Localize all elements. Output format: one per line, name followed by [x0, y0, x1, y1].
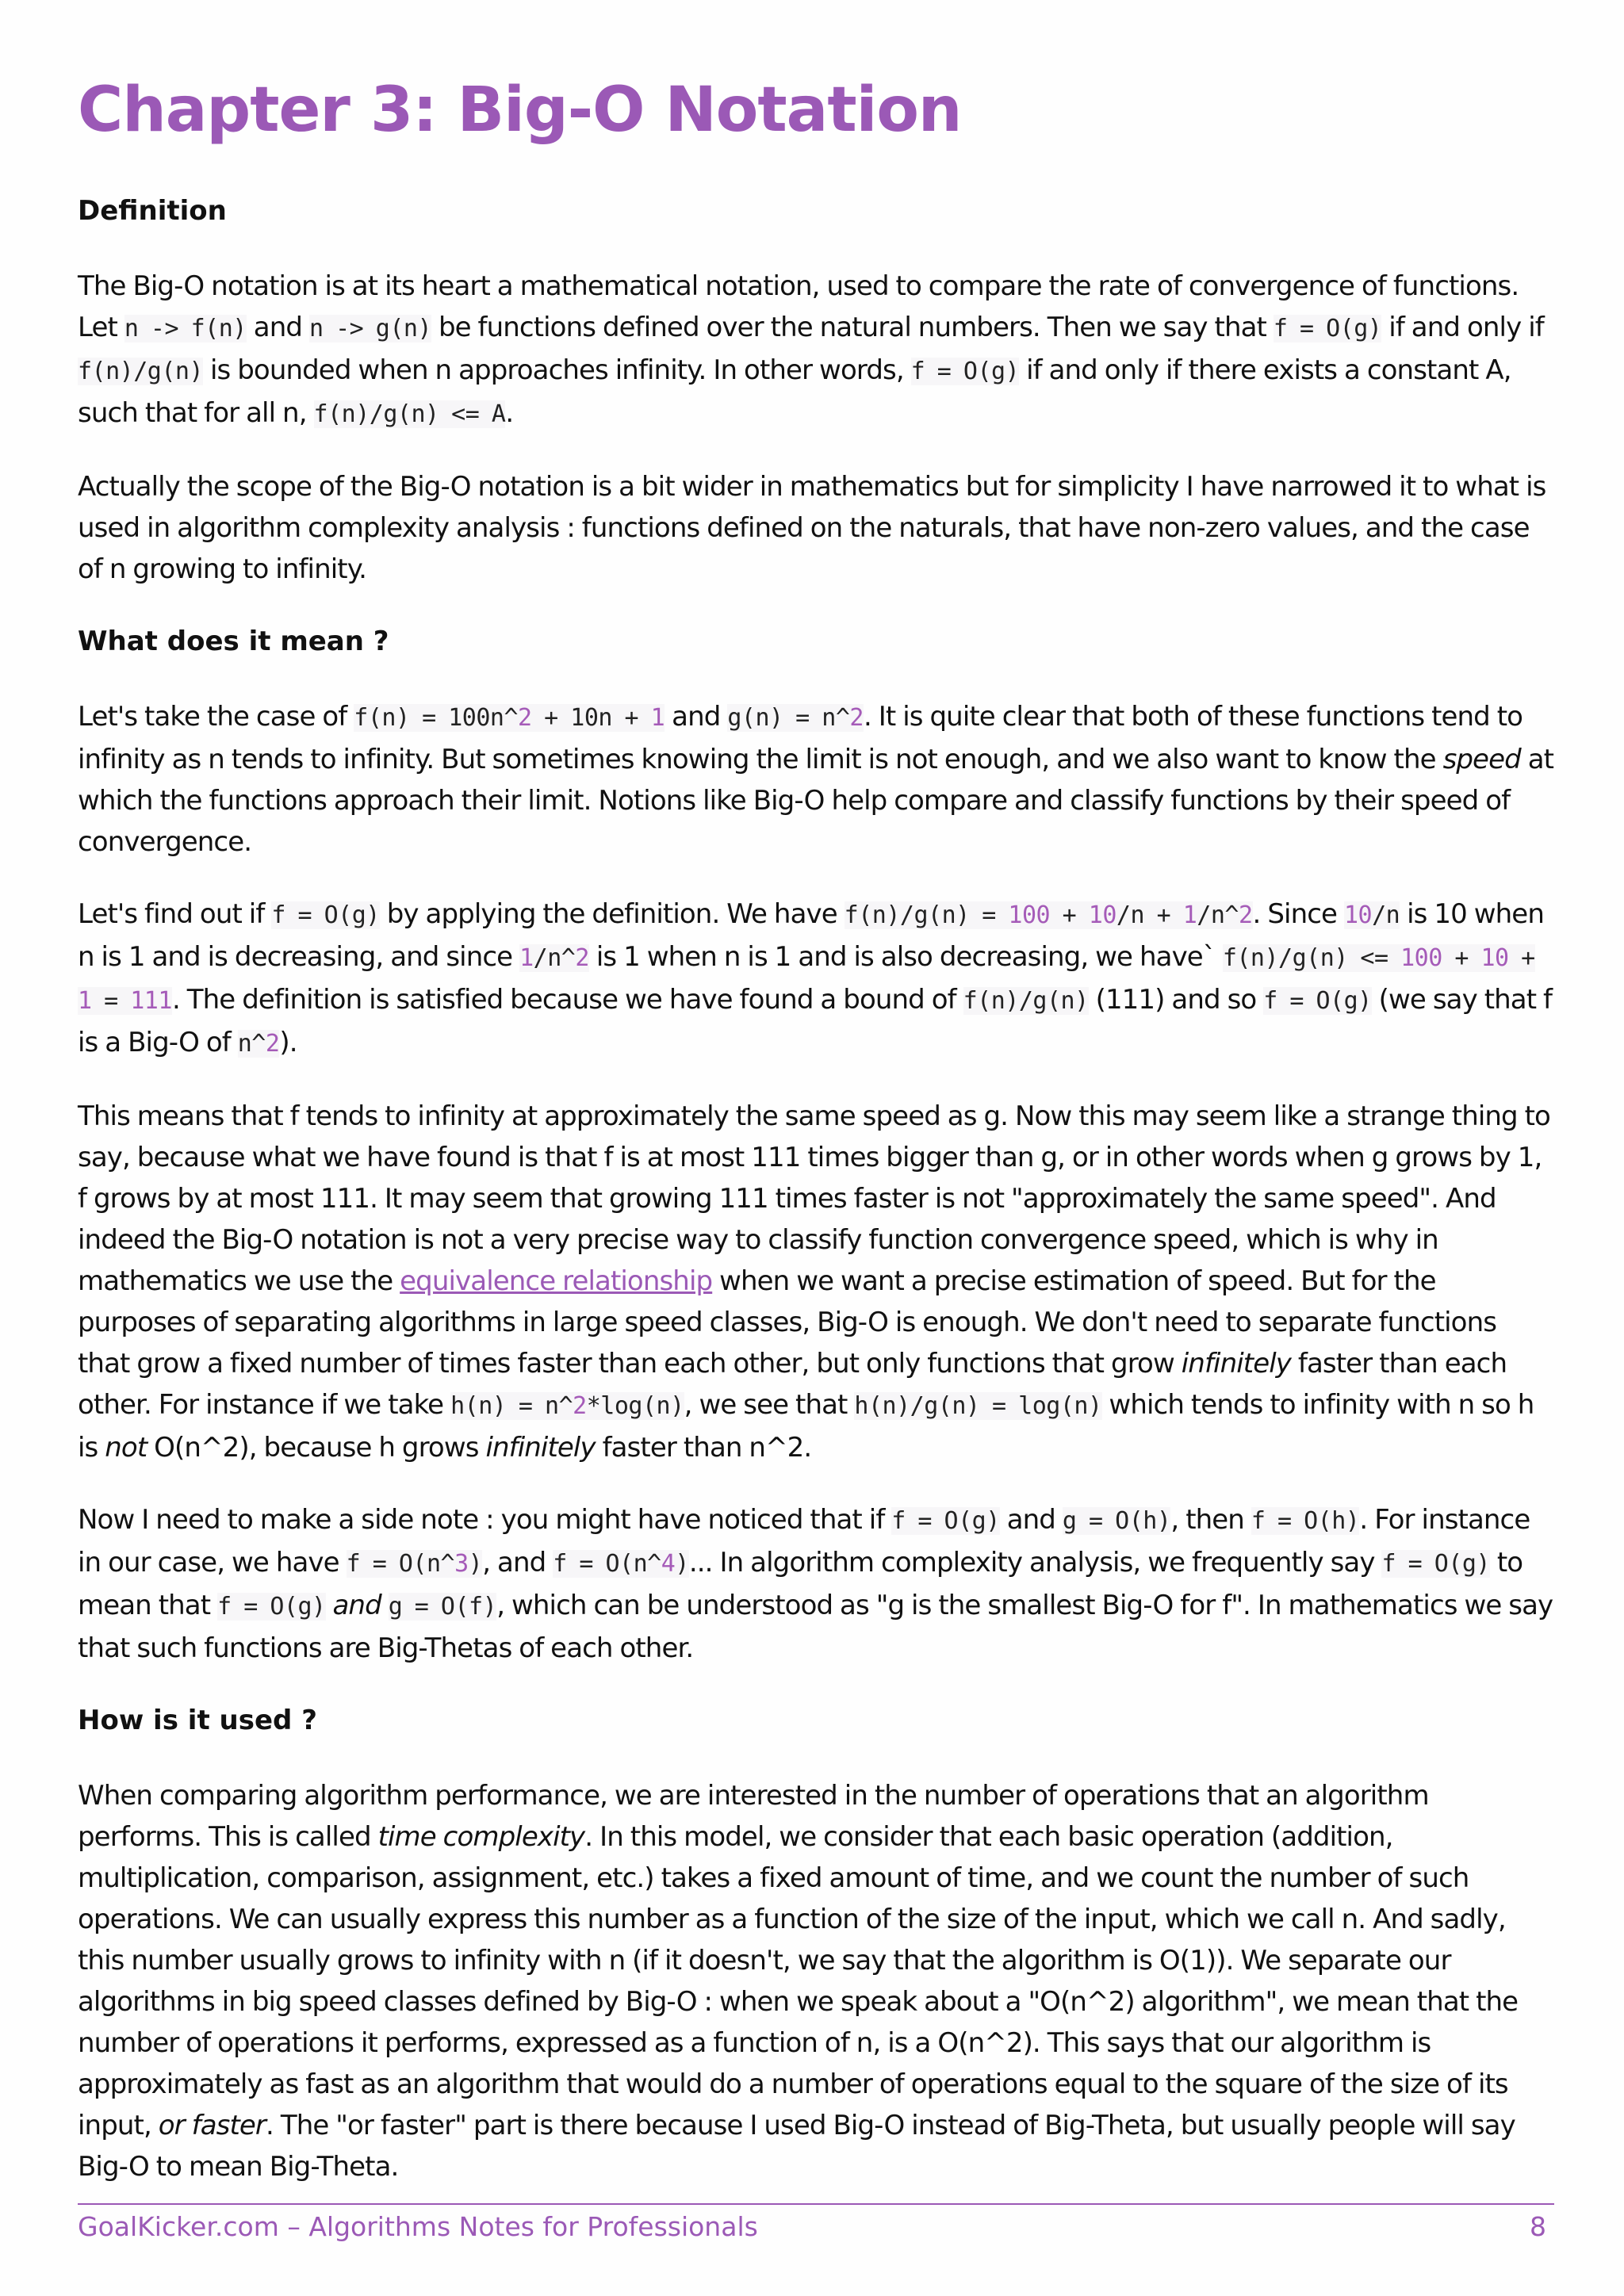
- emphasis: and: [325, 1590, 389, 1621]
- text: (111) and so: [1088, 984, 1264, 1016]
- code-part: +: [1442, 944, 1481, 972]
- code-part: h(n) = n^: [450, 1392, 573, 1420]
- text: . The definition is satisfied because we have found a bound of: [171, 984, 963, 1016]
- footer-divider: [78, 2203, 1554, 2205]
- text: to mean that: [78, 1547, 1523, 1621]
- text: faster than n^2.: [595, 1432, 812, 1464]
- text: by applying the definition. We have: [379, 898, 845, 930]
- text: and: [246, 312, 309, 343]
- paragraph-interpretation: [78, 1096, 1554, 1468]
- emphasis: time complexity: [377, 1821, 585, 1853]
- code-number: 2: [518, 704, 532, 732]
- text: is bounded when n approaches infinity. In other words,: [203, 354, 911, 386]
- text: be functions defined over the natural numbers. Then we say that: [431, 312, 1274, 343]
- emphasis: not: [105, 1432, 147, 1464]
- code-part: *log(n): [586, 1392, 684, 1420]
- code-part: /n +: [1116, 901, 1183, 929]
- code-number: 2: [265, 1030, 280, 1058]
- inline-code: f(n)/g(n): [78, 358, 204, 385]
- code-part: ): [468, 1550, 483, 1578]
- text: (we say that f is a Big-O of: [78, 984, 1553, 1058]
- inline-code: f = O(g): [1273, 315, 1382, 342]
- inline-code: [727, 704, 864, 732]
- text: Now I need to make a side note : you might have noticed that if: [78, 1504, 892, 1536]
- equivalence-relationship-link[interactable]: equivalence relationship: [400, 1265, 713, 1297]
- paragraph-time-complexity: [78, 1775, 1554, 2187]
- inline-code: g = O(h): [1062, 1507, 1171, 1535]
- code-part: f(n)/g(n) <=: [1222, 944, 1401, 972]
- inline-code: [1344, 901, 1400, 929]
- code-number: 2: [575, 944, 589, 972]
- code-number: 10: [1480, 944, 1509, 972]
- inline-code: f = O(h): [1251, 1507, 1360, 1535]
- text: and: [665, 701, 728, 733]
- text: if and only if there exists a constant A, such that for all n,: [78, 354, 1511, 429]
- page-content: [78, 67, 1554, 2218]
- text: The Big-O notation is at its heart a mathematical notation, used to compare the rate of convergence of functions. Let: [78, 270, 1519, 343]
- heading-definition: Definition: [78, 195, 227, 227]
- inline-code: f(n)/g(n): [963, 987, 1089, 1015]
- code-number: 2: [849, 704, 864, 732]
- code-part: +: [1508, 944, 1535, 972]
- code-part: /n^: [533, 944, 576, 972]
- inline-code: [238, 1030, 280, 1058]
- code-part: n^: [237, 1030, 266, 1058]
- text: . For instance in our case, we have: [78, 1504, 1530, 1578]
- text: When comparing algorithm performance, we are interested in the number of operations that an algorithm performs. This is called: [78, 1780, 1429, 1853]
- paragraph-side-note: [78, 1499, 1554, 1669]
- text: is 10 when n is 1 and is decreasing, and since: [78, 898, 1544, 973]
- emphasis: infinitely: [485, 1432, 596, 1464]
- code-part: f = O(n^: [346, 1550, 455, 1578]
- inline-code: h(n)/g(n) = log(n): [854, 1392, 1102, 1420]
- emphasis: speed: [1442, 744, 1521, 775]
- text: which tends to infinity with n so h is: [78, 1389, 1534, 1464]
- text: ).: [279, 1027, 297, 1058]
- text: , then: [1170, 1504, 1251, 1536]
- text: faster than each other. For instance if we take: [78, 1348, 1507, 1421]
- inline-code: f(n)/g(n) <= A: [313, 400, 506, 428]
- paragraph-scope: Actually the scope of the Big-O notation is a bit wider in mathematics but for simplicity I have narrowed it to what is used in algorithm complexity analysis : functions defined on the naturals, that have non-zero values, and the case of n growing to infinity.: [78, 471, 1546, 585]
- code-number: 1: [78, 987, 92, 1015]
- text: . Since: [1252, 898, 1344, 930]
- inline-code: f = O(g): [1263, 987, 1372, 1015]
- inline-code: [845, 901, 1253, 929]
- page-number: 8: [1530, 2211, 1546, 2242]
- code-part: g(n) = n^: [727, 704, 850, 732]
- code-number: 2: [573, 1392, 587, 1420]
- code-number: 100: [1008, 901, 1051, 929]
- inline-code: f = O(g): [217, 1593, 326, 1621]
- code-part: =: [91, 987, 131, 1015]
- text: Let's take the case of: [78, 701, 354, 733]
- text: , which can be understood as "g is the smallest Big-O for f". In mathematics we say that such functions are Big-Thetas of each other.: [78, 1590, 1553, 1664]
- code-number: 10: [1343, 901, 1373, 929]
- inline-code: n -> g(n): [308, 315, 432, 342]
- text: is 1 when n is 1 and is also decreasing, we have`: [588, 941, 1223, 973]
- text: , and: [482, 1547, 553, 1578]
- inline-code: [553, 1550, 689, 1578]
- emphasis: or faster: [158, 2110, 266, 2141]
- footer-source: GoalKicker.com – Algorithms Notes for Professionals: [78, 2211, 758, 2242]
- text: . The "or faster" part is there because I used Big-O instead of Big-Theta, but usually people will say Big-O to mean Big-Theta.: [78, 2110, 1515, 2183]
- code-number: 10: [1088, 901, 1116, 929]
- code-number: 111: [130, 987, 172, 1015]
- code-number: 1: [519, 944, 534, 972]
- text: . In this model, we consider that each basic operation (addition, multiplication, comparison, assignment, etc.) takes a fixed amount of time, and we count the number of such operations. We can usually express this number as a function of the size of the input, which we call n. And sadly, this number usually grows to infinity with n (if it doesn't, we say that the algorithm is O(1)). We separate our algorithms in big speed classes defined by Big-O : when we speak about a "O(n^2) algorithm", we mean that the number of operations it performs, expressed as a function of n, is a O(n^2). This says that our algorithm is approximately as fast as an algorithm that would do a number of operations equal to the square of the size of its input,: [78, 1821, 1519, 2141]
- paragraph-definition: [78, 266, 1554, 435]
- emphasis: infinitely: [1181, 1348, 1291, 1380]
- code-number: 3: [454, 1550, 469, 1578]
- inline-code: [347, 1550, 483, 1578]
- inline-code: f = O(g): [891, 1507, 1000, 1535]
- code-number: 4: [661, 1550, 676, 1578]
- code-part: ): [675, 1550, 689, 1578]
- heading-meaning: What does it mean ?: [78, 626, 389, 657]
- chapter-title: Chapter 3: Big-O Notation: [78, 75, 962, 146]
- text: at which the functions approach their limit. Notions like Big-O help compare and classify functions by their speed of convergence.: [78, 744, 1554, 858]
- inline-code: [519, 944, 589, 972]
- inline-code: f = O(g): [271, 901, 380, 929]
- inline-code: n -> f(n): [124, 315, 247, 342]
- inline-code: [450, 1392, 684, 1420]
- code-part: f(n)/g(n) =: [844, 901, 1009, 929]
- code-number: 2: [1238, 901, 1253, 929]
- code-number: 1: [1182, 901, 1197, 929]
- heading-usage: How is it used ?: [78, 1705, 317, 1736]
- text: , we see that: [684, 1389, 855, 1421]
- paragraph-apply-definition: [78, 894, 1554, 1065]
- inline-code: f = O(g): [910, 358, 1020, 385]
- text: This means that f tends to infinity at approximately the same speed as g. Now this may seem like a strange thing to say, because what we have found is that f is at most 111 times bigger than g, or in other words when g grows by 1, f grows by at most 111. It may seem that growing 111 times faster is not "approximately the same speed". And indeed the Big-O notation is not a very precise way to classify function convergence speed, which is why in mathematics we use the: [78, 1100, 1550, 1297]
- text: Let's find out if: [78, 898, 272, 930]
- text: ... In algorithm complexity analysis, we frequently say: [688, 1547, 1382, 1578]
- code-number: 1: [650, 704, 665, 732]
- code-part: f = O(n^: [553, 1550, 661, 1578]
- code-part: + 10n +: [531, 704, 651, 732]
- code-part: f(n) = 100n^: [354, 704, 519, 732]
- text: O(n^2), because h grows: [147, 1432, 486, 1464]
- text: .: [505, 397, 514, 429]
- text: and: [999, 1504, 1063, 1536]
- paragraph-example: [78, 696, 1554, 863]
- code-number: 100: [1400, 944, 1442, 972]
- text: . It is quite clear that both of these functions tend to infinity as n tends to infinity. But sometimes knowing the limit is not enough, and we also want to know the: [78, 701, 1523, 775]
- inline-code: g = O(f): [388, 1593, 497, 1621]
- inline-code: f = O(g): [1381, 1550, 1490, 1578]
- text: if and only if: [1381, 312, 1544, 343]
- text: when we want a precise estimation of speed. But for the purposes of separating algorithms in large speed classes, Big-O is enough. We don't need to separate functions that grow a fixed number of times faster than each other, but only functions that grow: [78, 1265, 1497, 1380]
- code-part: /n^: [1197, 901, 1239, 929]
- code-part: /n: [1372, 901, 1400, 929]
- inline-code: [354, 704, 665, 732]
- code-part: +: [1050, 901, 1089, 929]
